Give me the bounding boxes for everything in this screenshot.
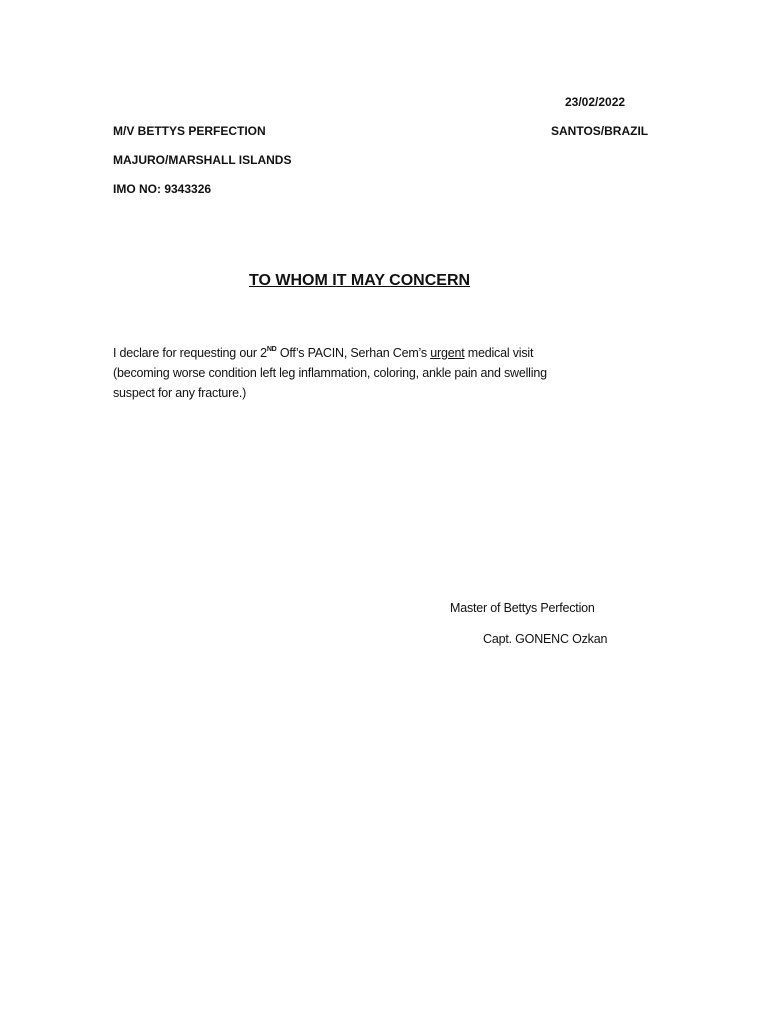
letter-place: SANTOS/BRAZIL: [551, 124, 649, 138]
body-line-2: (becoming worse condition left leg inflammation, coloring, ankle pain and swelling: [113, 366, 547, 380]
signature-name: Capt. GONENC Ozkan: [483, 632, 608, 646]
vessel-name: M/V BETTYS PERFECTION: [113, 124, 266, 138]
letter-title: TO WHOM IT MAY CONCERN: [249, 272, 471, 289]
signature-role: Master of Bettys Perfection: [450, 601, 595, 615]
letter-date: 23/02/2022: [565, 95, 626, 109]
urgent-emphasis: urgent: [430, 346, 465, 360]
body-text: Off’s PACIN, Serhan Cem’s: [276, 346, 431, 360]
body-text: medical visit: [464, 346, 534, 360]
ordinal-suffix: ND: [266, 346, 277, 353]
body-line-1: [113, 346, 533, 360]
body-text: I declare for requesting our 2: [113, 346, 267, 360]
vessel-registry: MAJURO/MARSHALL ISLANDS: [113, 153, 292, 167]
vessel-imo: IMO NO: 9343326: [113, 182, 212, 196]
body-line-3: suspect for any fracture.): [113, 386, 247, 400]
